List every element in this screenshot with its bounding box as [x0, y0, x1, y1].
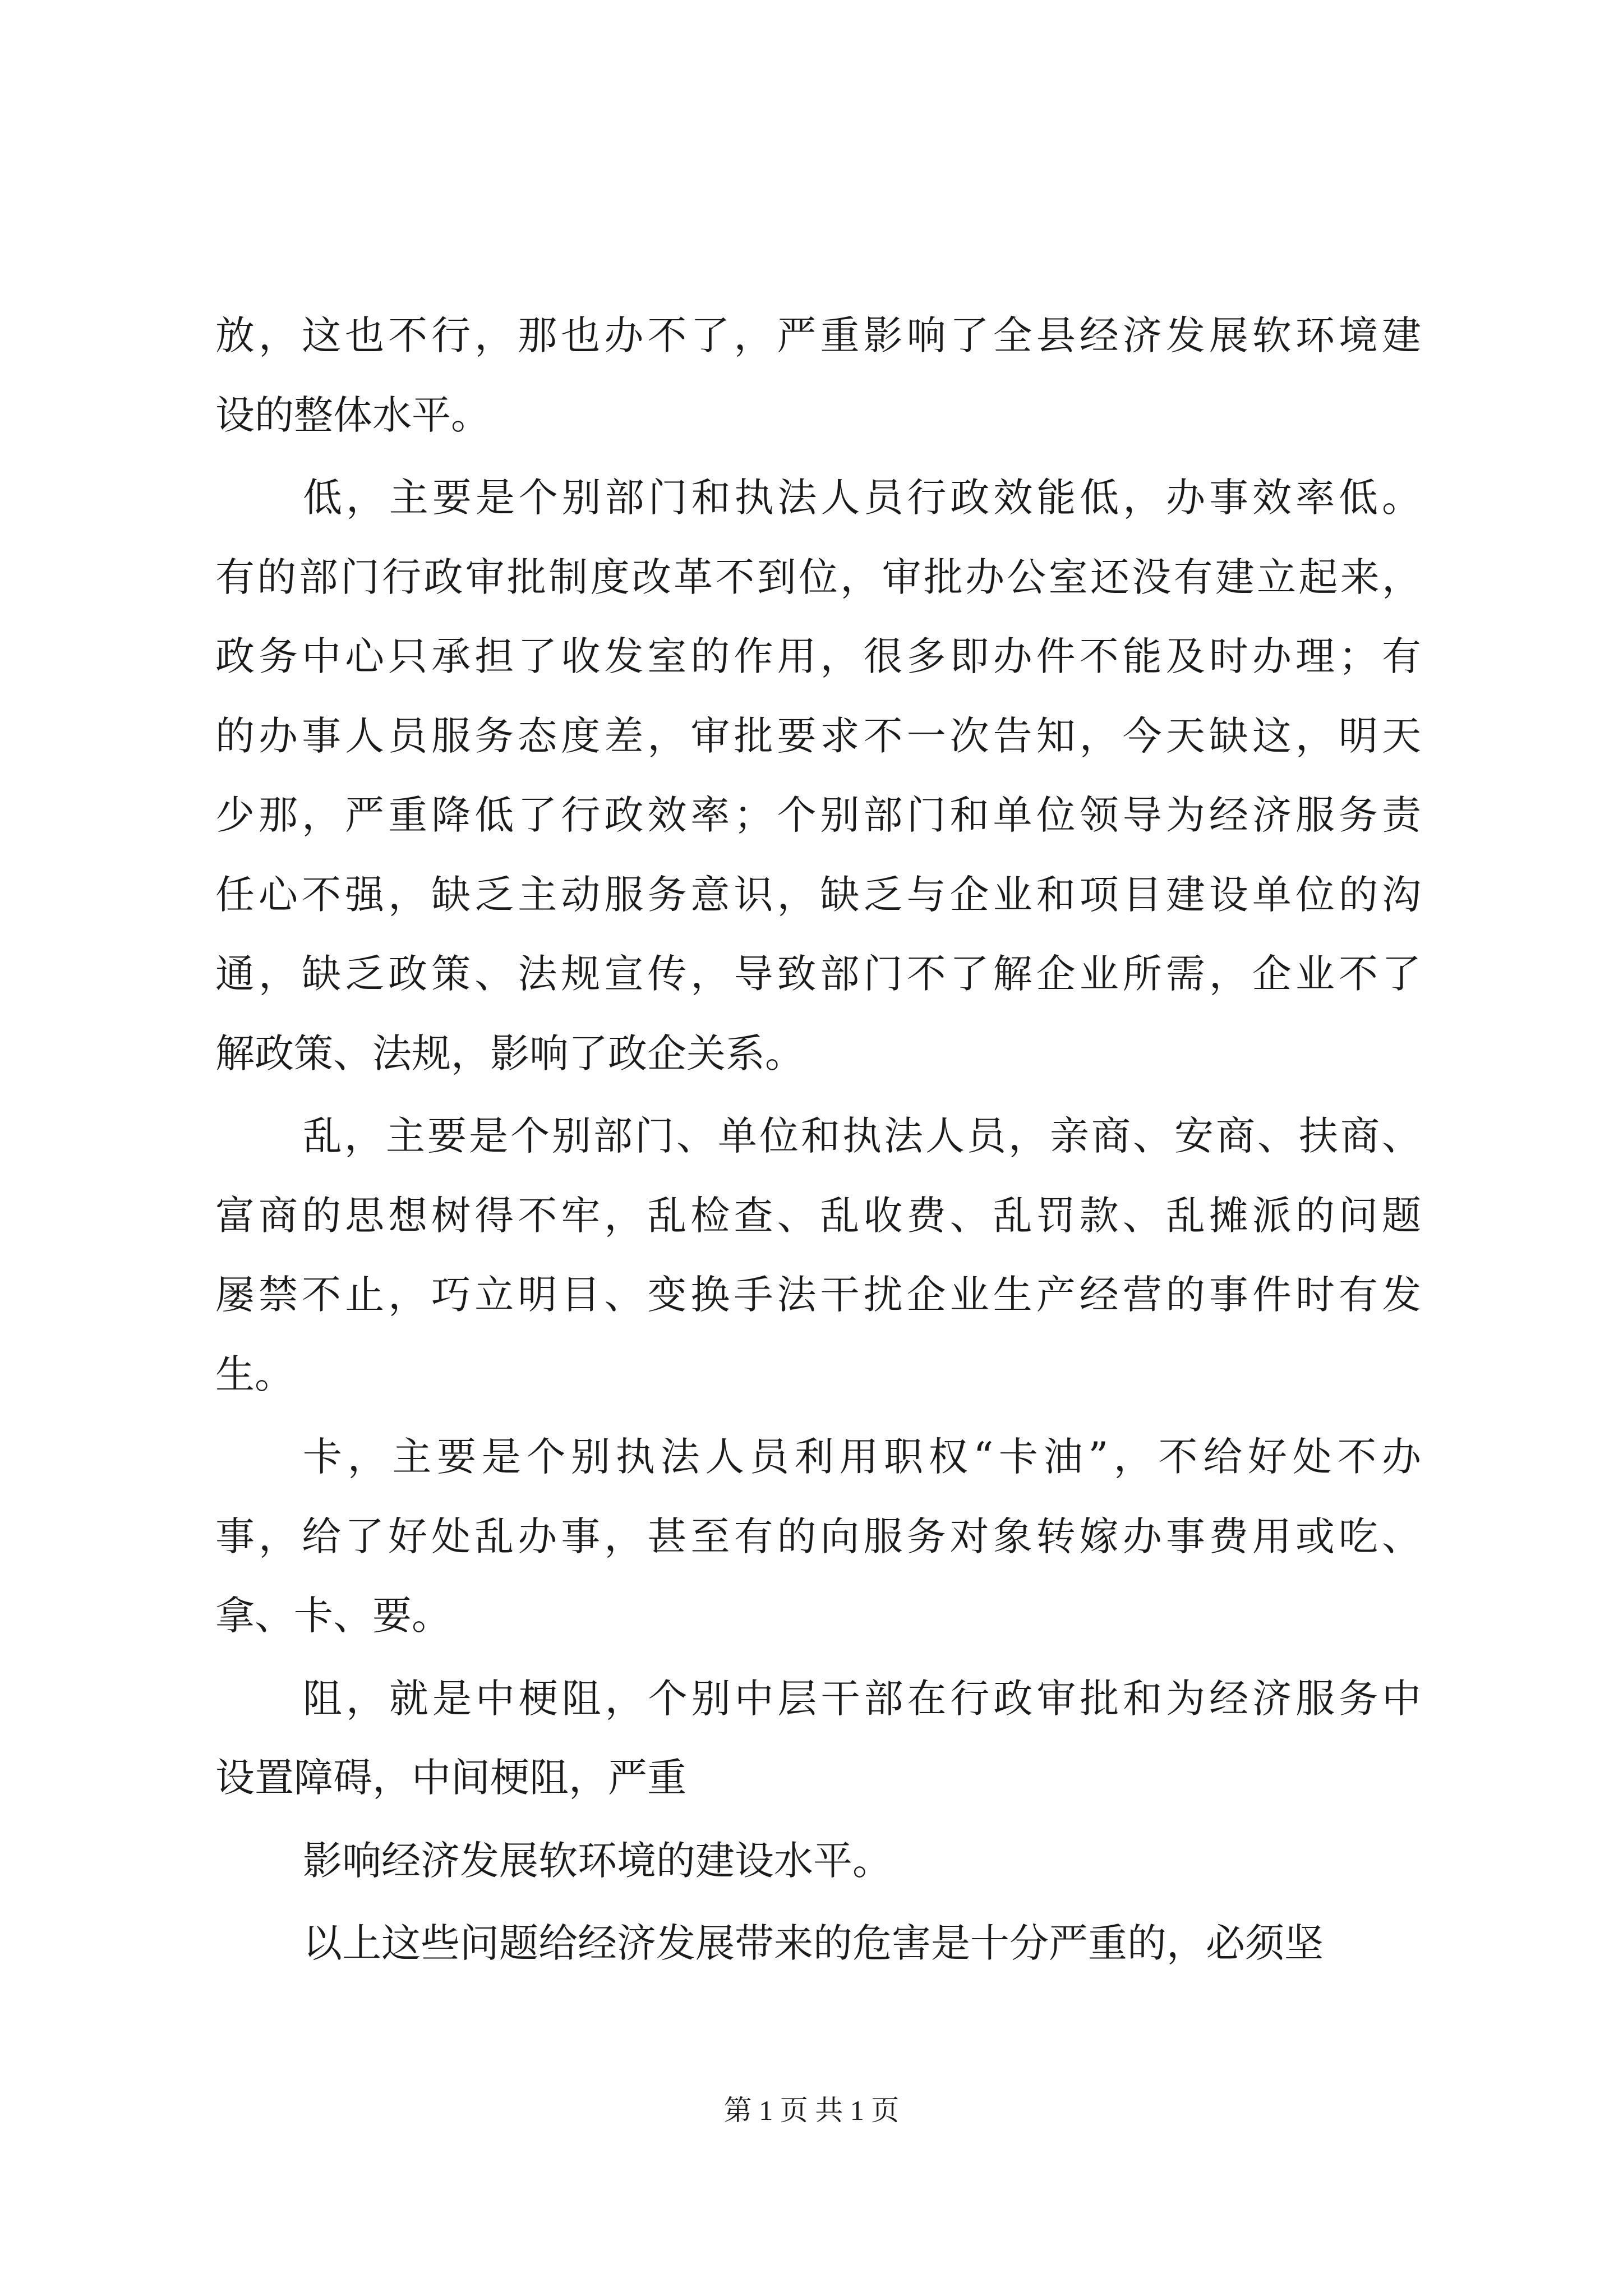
text-line: 设的整体水平。 [215, 392, 490, 438]
paragraph-first-line: 卡，主要是个别执法人员利用职权“卡油”，不给好处不办 [303, 1434, 1421, 1480]
text-line: 富商的思想树得不牢，乱检查、乱收费、乱罚款、乱摊派的问题 [215, 1192, 1421, 1239]
paragraph-first-line: 以上这些问题给经济发展带来的危害是十分严重的，必须坚 [303, 1920, 1324, 1966]
text-line: 的办事人员服务态度差，审批要求不一次告知，今天缺这，明天 [215, 712, 1421, 759]
paragraph-first-line: 阻，就是中梗阻，个别中层干部在行政审批和为经济服务中 [303, 1675, 1421, 1722]
text-line: 通，缺乏政策、法规宣传，导致部门不了解企业所需，企业不了 [215, 951, 1421, 997]
text-line: 生。 [215, 1351, 294, 1397]
page-number-footer: 第 1 页 共 1 页 [723, 2095, 900, 2126]
text-line: 任心不强，缺乏主动服务意识，缺乏与企业和项目建设单位的沟 [215, 871, 1421, 918]
paragraph-first-line: 影响经济发展软环境的建设水平。 [303, 1837, 892, 1884]
text-line: 事，给了好处乱办事，甚至有的向服务对象转嫁办事费用或吃、 [215, 1513, 1421, 1559]
text-line: 解政策、法规，影响了政企关系。 [215, 1030, 804, 1076]
text-line: 政务中心只承担了收发室的作用，很多即办件不能及时办理；有 [215, 633, 1421, 679]
text-line: 少那，严重降低了行政效率；个别部门和单位领导为经济服务责 [215, 792, 1421, 838]
paragraph-first-line: 乱，主要是个别部门、单位和执法人员，亲商、安商、扶商、 [303, 1113, 1421, 1159]
text-line: 屡禁不止，巧立明目、变换手法干扰企业生产经营的事件时有发 [215, 1272, 1421, 1318]
text-line: 拿、卡、要。 [215, 1593, 451, 1639]
text-line: 设置障碍，中间梗阻，严重 [215, 1755, 686, 1801]
paragraph-first-line: 低，主要是个别部门和执法人员行政效能低，办事效率低。 [303, 475, 1421, 521]
text-line: 有的部门行政审批制度改革不到位，审批办公室还没有建立起来， [215, 554, 1421, 600]
text-line: 放，这也不行，那也办不了，严重影响了全县经济发展软环境建 [215, 312, 1421, 358]
body-text [215, 296, 1421, 1984]
